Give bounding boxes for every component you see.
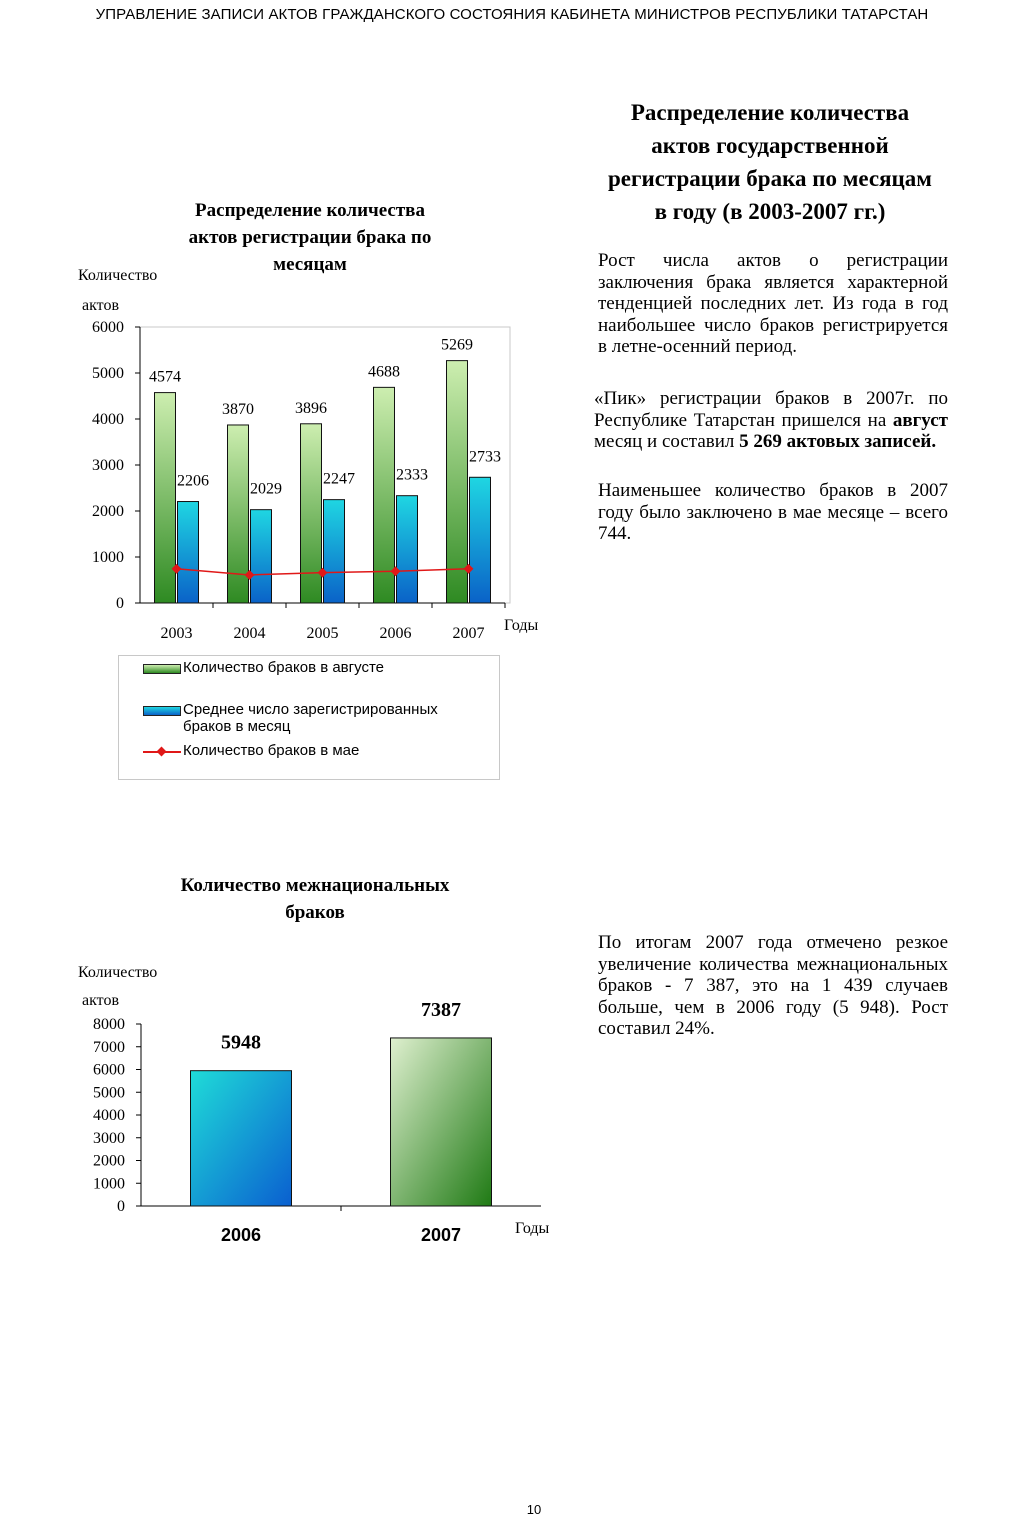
- chart2-y-tick-label: 4000: [93, 1107, 125, 1124]
- paragraph-minimum: Наименьшее количество браков в 2007 году было заключено в мае месяце – всего 744.: [598, 480, 948, 544]
- label-august: 5269: [441, 336, 473, 354]
- chart1-y-tick-label: 3000: [92, 457, 124, 474]
- label-international: 7387: [421, 1000, 461, 1021]
- chart1-x-tick-label: 2004: [233, 625, 266, 642]
- chart1-title-line: актов регистрации брака по: [188, 227, 432, 248]
- label-average: 2247: [323, 470, 355, 488]
- bar-international: [391, 1038, 492, 1206]
- chart1-y-tick-label: 6000: [92, 319, 124, 336]
- bar-august: [228, 425, 249, 603]
- chart1-y-tick-label: 0: [116, 595, 124, 612]
- paragraph-peak: [594, 388, 948, 453]
- label-august: 4574: [149, 368, 181, 386]
- chart1-plot: [0, 315, 560, 655]
- chart2-y-tick-label: 8000: [93, 1016, 125, 1033]
- bar-average: [470, 477, 491, 603]
- legend-item-average: [143, 701, 438, 735]
- chart1-xlabel: Годы: [504, 617, 539, 634]
- section-title-line: в году (в 2003-2007 гг.): [654, 199, 886, 224]
- legend-label-may: Количество браков в мае: [183, 742, 360, 759]
- section-title-line: Распределение количества: [630, 100, 910, 125]
- label-average: 2029: [250, 480, 282, 498]
- chart1-x-tick-label: 2005: [306, 625, 339, 642]
- paragraph-international: По итогам 2007 года отмечено резкое увеличение количества межнациональных браков - 7 387, это на 1 439 случаев больше, чем в 2006 году (5 948). Рост составил 24%.: [598, 932, 948, 1039]
- document-header: УПРАВЛЕНИЕ ЗАПИСИ АКТОВ ГРАЖДАНСКОГО СОСТОЯНИЯ КАБИНЕТА МИНИСТРОВ РЕСПУБЛИКИ ТАТАРСТАН: [95, 6, 929, 23]
- chart1-x-tick-label: 2007: [452, 625, 485, 642]
- label-august: 3870: [222, 400, 254, 418]
- chart1-y-tick-label: 4000: [92, 411, 124, 428]
- bar-average: [397, 496, 418, 603]
- section-title: [578, 96, 962, 228]
- label-international: 5948: [221, 1031, 261, 1054]
- legend-item-may: [143, 742, 359, 759]
- paragraph-growth: Рост числа актов о регистрации заключения брака является характерной тенденцией последних лет. Из года в год наибольшее число браков регистрируется в летне-осенний период.: [598, 250, 948, 357]
- peak-month: август: [892, 409, 948, 431]
- chart2-y-tick-label: 7000: [93, 1038, 125, 1056]
- bar-august: [155, 393, 176, 603]
- chart2-y-tick-label: 5000: [93, 1084, 125, 1102]
- bar-international: [191, 1071, 292, 1206]
- chart2-title: [140, 872, 490, 926]
- chart2-xlabel: Годы: [515, 1220, 550, 1237]
- chart1-x-tick-label: 2003: [160, 625, 193, 642]
- chart1-title-line: Распределение количества: [195, 200, 425, 221]
- chart2-y-tick-label: 3000: [93, 1129, 125, 1147]
- chart2-x-tick-label: 2006: [220, 1225, 262, 1245]
- chart1-x-tick-label: 2006: [379, 625, 412, 642]
- label-august: 4688: [368, 363, 400, 381]
- bar-average: [251, 510, 272, 603]
- legend-label-august: Количество браков в августе: [183, 659, 384, 676]
- chart2-title-line: Количество межнациональных: [180, 875, 450, 896]
- legend-item-august: [143, 659, 384, 676]
- chart2-ylabel-line2: актов: [82, 992, 119, 1009]
- section-title-line: актов государственной: [651, 133, 889, 158]
- bar-average: [178, 502, 199, 603]
- bar-average: [324, 500, 345, 603]
- legend-label-average-line1: Среднее число зарегистрированных: [183, 701, 438, 718]
- chart2-title-line: браков: [285, 902, 345, 923]
- peak-count: 5 269 актовых записей.: [739, 431, 937, 452]
- legend-label-average-line2: браков в месяц: [183, 718, 291, 735]
- peak-text-2: месяц и составил: [594, 431, 740, 452]
- chart2-x-tick-label: 2007: [420, 1225, 462, 1245]
- page-number: 10: [526, 1502, 542, 1517]
- chart1-ylabel-line1: Количество: [78, 267, 158, 284]
- label-average: 2206: [177, 472, 209, 490]
- chart2-ylabel-line1: Количество: [78, 964, 158, 981]
- chart1-legend: [118, 655, 500, 780]
- bar-august: [447, 361, 468, 603]
- legend-label-average: [183, 701, 438, 735]
- legend-swatch-average: [143, 706, 181, 716]
- chart2-y-tick-label: 2000: [93, 1152, 125, 1170]
- chart1-y-tick-label: 5000: [92, 365, 124, 382]
- chart1-title: [150, 197, 470, 278]
- bar-august: [301, 424, 322, 603]
- section-title-line: регистрации брака по месяцам: [608, 166, 932, 191]
- chart1-ylabel-line2: актов: [82, 297, 119, 314]
- chart1-title-line: месяцам: [273, 254, 347, 275]
- chart2-y-tick-label: 1000: [93, 1175, 125, 1193]
- chart2-y-tick-label: 6000: [93, 1061, 125, 1079]
- legend-swatch-august: [143, 664, 181, 674]
- chart2-plot: [0, 1000, 560, 1260]
- legend-line-may: [143, 746, 181, 756]
- chart2-y-tick-label: 0: [117, 1198, 125, 1215]
- peak-text-1: «Пик» регистрации браков в 2007г. по Республике Татарстан пришелся на: [594, 388, 948, 431]
- chart1-y-tick-label: 1000: [92, 549, 124, 566]
- label-august: 3896: [295, 399, 327, 417]
- label-average: 2333: [396, 466, 428, 484]
- chart1-y-tick-label: 2000: [92, 503, 124, 520]
- label-average: 2733: [469, 448, 501, 466]
